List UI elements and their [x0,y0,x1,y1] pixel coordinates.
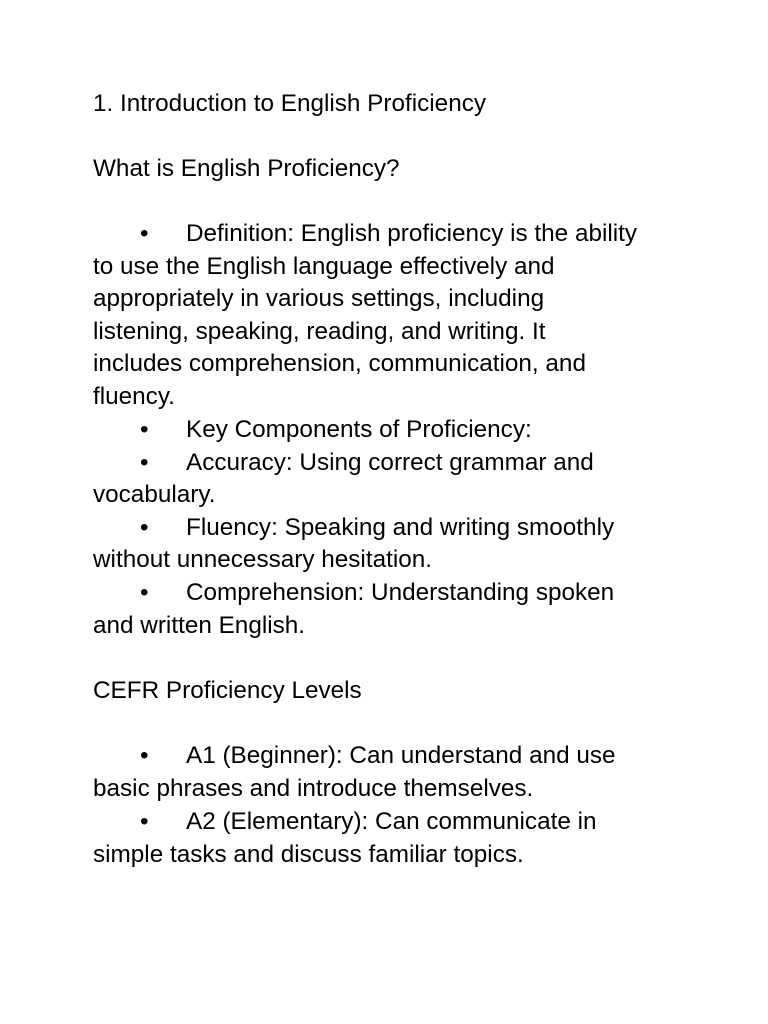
paragraph-line: includes comprehension, communication, and [93,350,586,377]
paragraph-line: basic phrases and introduce themselves. [93,775,534,802]
list-item-text: A2 (Elementary): Can communicate in [186,808,597,835]
bullet-icon: • [140,808,149,835]
paragraph-line: appropriately in various settings, including [93,285,545,312]
section-title-what-is-english-proficiency: What is English Proficiency? [93,155,400,182]
bullet-icon: • [140,449,149,476]
paragraph-line: without unnecessary hesitation. [93,546,433,573]
paragraph-line: fluency. [93,383,175,410]
paragraph-line: to use the English language effectively and [93,253,555,280]
document-heading: 1. Introduction to English Proficiency [93,90,487,117]
bullet-icon: • [140,742,149,769]
list-item-text: Accuracy: Using correct grammar and [186,449,594,476]
list-item-text: Fluency: Speaking and writing smoothly [186,514,615,541]
paragraph-line: simple tasks and discuss familiar topics. [93,841,524,868]
bullet-icon: • [140,220,149,247]
paragraph-line: and written English. [93,612,306,639]
list-item-text: Definition: English proficiency is the ability [186,220,638,247]
list-item-text: Key Components of Proficiency: [186,416,532,443]
paragraph-line: listening, speaking, reading, and writing. It [93,318,546,345]
bullet-icon: • [140,416,149,443]
paragraph-line: vocabulary. [93,481,216,508]
list-item-text: A1 (Beginner): Can understand and use [186,742,616,769]
bullet-icon: • [140,514,149,541]
bullet-icon: • [140,579,149,606]
section-title-cefr-proficiency-levels: CEFR Proficiency Levels [93,677,362,704]
list-item-text: Comprehension: Understanding spoken [186,579,615,606]
